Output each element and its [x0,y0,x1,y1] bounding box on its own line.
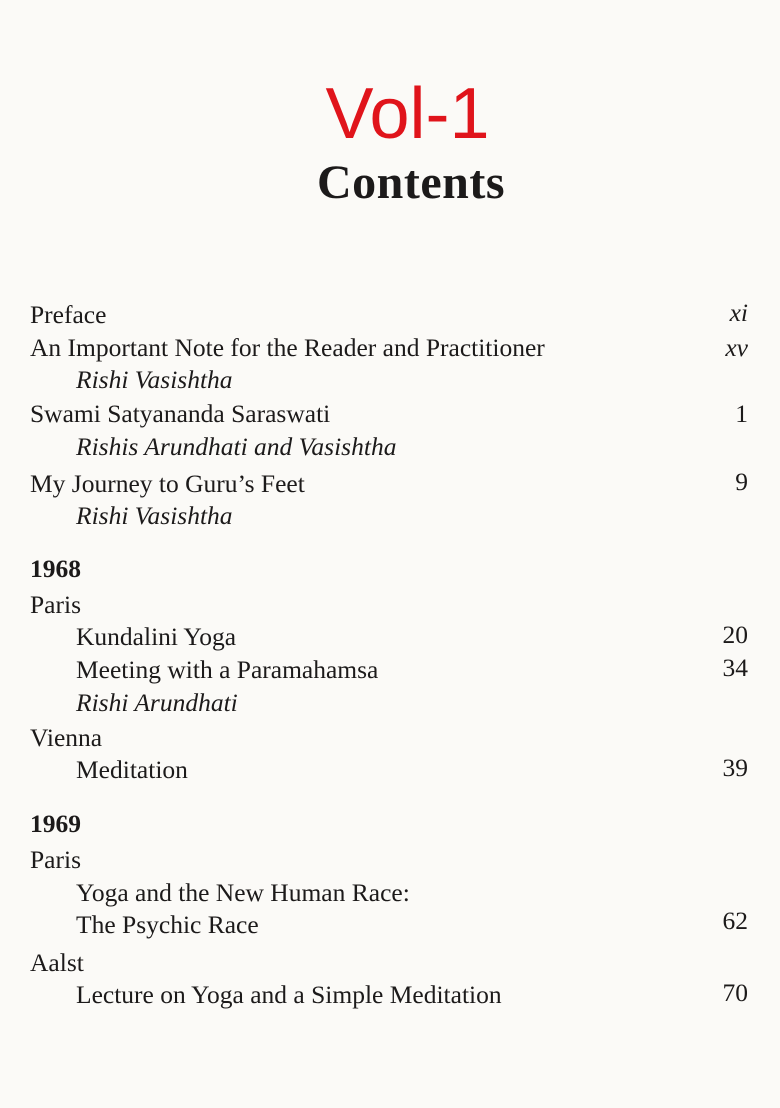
page-number: 70 [722,978,748,1007]
entry-title: Yoga and the New Human Race: [76,878,410,907]
entry-author: Rishi Arundhati [76,688,238,717]
place-heading: Aalst [30,948,84,977]
page-number: 20 [722,620,748,649]
entry-title: Swami Satyananda Saraswati [30,399,331,428]
volume-label: Vol-1 [325,74,490,154]
page-number: 62 [722,906,748,935]
page-number: 9 [735,467,748,496]
entry-author: Rishi Vasishtha [76,501,233,530]
page-number: 1 [735,399,748,428]
place-heading: Vienna [30,723,103,752]
entry-author: Rishis Arundhati and Vasishtha [76,432,397,461]
page-number: 39 [722,753,748,782]
entry-title: Meditation [76,755,188,784]
page-number: 34 [722,653,748,682]
place-heading: Paris [30,845,81,874]
year-heading: 1969 [30,809,81,838]
entry-author: Rishi Vasishtha [76,365,233,394]
entry-title: Preface [30,300,107,329]
entry-title: Meeting with a Paramahamsa [76,655,379,684]
page-number: xi [729,298,748,327]
page-title: Contents [316,156,505,209]
entry-title-continued: The Psychic Race [76,910,259,939]
entry-title: My Journey to Guru’s Feet [30,469,305,498]
entry-title: Lecture on Yoga and a Simple Meditation [76,980,502,1009]
year-heading: 1968 [30,554,81,583]
entry-title: An Important Note for the Reader and Practitioner [30,333,545,362]
page-number: xv [725,333,748,362]
place-heading: Paris [30,590,81,619]
entry-title: Kundalini Yoga [76,622,237,651]
